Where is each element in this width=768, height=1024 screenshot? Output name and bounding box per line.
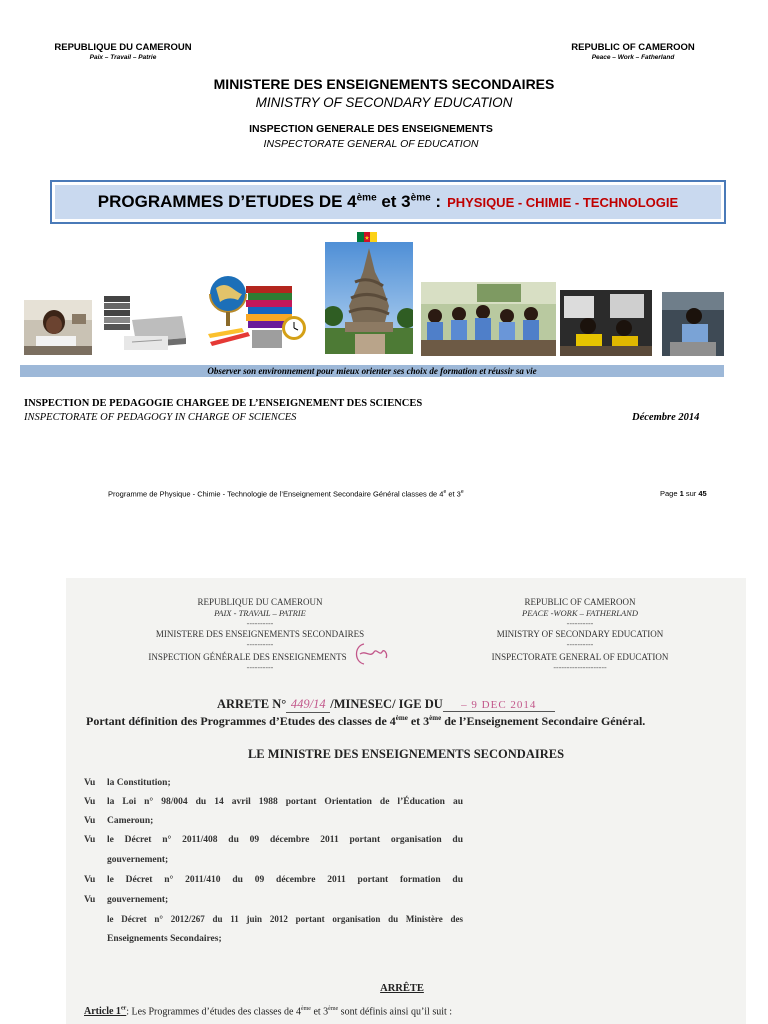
photo-books-laptop: [102, 292, 188, 356]
photo-monument: [325, 242, 413, 354]
decree-divider: ----------: [246, 619, 274, 628]
vu-line: la Constitution;: [107, 778, 171, 788]
vu-label: Vu: [84, 875, 96, 885]
vu-label: Vu: [84, 778, 96, 788]
republic-en: REPUBLIC OF CAMEROON: [571, 42, 695, 53]
decree-divider: --------------------: [553, 663, 607, 672]
decree-inspection-en: INSPECTORATE GENERAL OF EDUCATION: [491, 652, 669, 662]
vu-line: Cameroun;: [107, 816, 154, 826]
inspection-general-fr: INSPECTION GENERALE DES ENSEIGNEMENTS: [249, 123, 493, 135]
decree-divider: ----------: [566, 640, 594, 649]
title-subject: PHYSIQUE - CHIMIE - TECHNOLOGIE: [447, 194, 679, 210]
decree-divider: ----------: [246, 663, 274, 672]
vu-line: gouvernement;: [107, 895, 169, 905]
vu-label: Vu: [84, 835, 96, 845]
ministry-fr: MINISTERE DES ENSEIGNEMENTS SECONDAIRES: [213, 76, 555, 92]
vu-line: le Décret n° 2012/267 du 11 juin 2012 portant organisation du Ministère des: [107, 914, 463, 924]
decree-ministry-fr: MINISTERE DES ENSEIGNEMENTS SECONDAIRES: [155, 629, 365, 639]
vu-label: Vu: [84, 895, 96, 905]
photo-lab-student: [662, 292, 724, 356]
photo-globe-books-clock: [202, 272, 312, 352]
decree-divider: ----------: [246, 640, 274, 649]
footer-program-line: Programme de Physique - Chimie - Technologie de l’Enseignement Secondaire Général classes de 4e et 3e: [108, 489, 464, 499]
photo-student: [24, 300, 92, 355]
vu-label: Vu: [84, 797, 96, 807]
motto-bar: Observer son environnement pour mieux orienter ses choix de formation et réussir sa vie: [20, 365, 724, 377]
decree-date-stamp: – 9 DEC 2014: [443, 699, 555, 712]
vu-line: Enseignements Secondaires;: [107, 934, 222, 944]
vu-label: Vu: [84, 816, 96, 826]
decree-number-line: ARRETE N° 449/14 /MINESEC/ IGE DU – 9 DEC 2014: [217, 697, 555, 713]
inspection-general-en: INSPECTORATE GENERAL OF EDUCATION: [263, 138, 479, 150]
vu-line: la Loi n° 98/004 du 14 avril 1988 portant Orientation de l’Éducation au: [107, 797, 463, 807]
decree-motto-en: PEACE -WORK – FATHERLAND: [522, 608, 638, 618]
decree-motto-fr: PAIX - TRAVAIL – PATRIE: [214, 608, 306, 618]
vu-line: gouvernement;: [107, 855, 169, 865]
republic-fr: REPUBLIQUE DU CAMEROUN: [54, 42, 192, 53]
document-date: Décembre 2014: [632, 412, 700, 423]
decree-article-1: Article 1er: Les Programmes d’études des classes de 4ème et 3ème sont définis ainsi qu’il suit :: [84, 1006, 453, 1018]
vu-line: le Décret n° 2011/408 du 09 décembre 2011 portant organisation du: [107, 835, 463, 845]
photo-classroom: [421, 282, 556, 356]
decree-purpose: Portant définition des Programmes d’Etudes des classes de 4ème et 3ème de l’Enseignement Secondaire Général.: [86, 714, 646, 728]
title-box: [50, 180, 726, 224]
handwritten-decree-number: 449/14: [286, 697, 330, 713]
decree-republic-fr: REPUBLIQUE DU CAMEROUN: [197, 597, 323, 607]
inspection-pedagogy-en: INSPECTORATE OF PEDAGOGY IN CHARGE OF SCIENCES: [24, 412, 297, 423]
title-main: PROGRAMMES D’ETUDES DE 4ème et 3ème :: [97, 192, 442, 211]
decree-minister-heading: LE MINISTRE DES ENSEIGNEMENTS SECONDAIRES: [247, 747, 565, 761]
motto-fr: Paix – Travail – Patrie: [89, 54, 157, 61]
decree-inspection-fr: INSPECTION GÉNÉRALE DES ENSEIGNEMENTS: [148, 652, 347, 662]
handwritten-initial-icon: [352, 640, 392, 668]
decree-ministry-en: MINISTRY OF SECONDARY EDUCATION: [496, 629, 664, 639]
vu-line: le Décret n° 2011/410 du 09 décembre 2011 portant formation du: [107, 875, 463, 885]
ministry-en: MINISTRY OF SECONDARY EDUCATION: [255, 95, 513, 110]
photo-computer-lab: [560, 290, 652, 356]
footer-page-number: Page 1 sur 45: [660, 489, 707, 498]
decree-republic-en: REPUBLIC OF CAMEROON: [524, 597, 636, 607]
decree-arrete-heading: ARRÊTE: [380, 983, 424, 994]
title-inner: [55, 185, 721, 219]
cameroon-flag-icon: [357, 230, 377, 241]
decree-divider: ----------: [566, 619, 594, 628]
motto-en: Peace – Work – Fatherland: [591, 54, 675, 61]
inspection-pedagogy-fr: INSPECTION DE PEDAGOGIE CHARGEE DE L’ENSEIGNEMENT DES SCIENCES: [24, 398, 423, 409]
